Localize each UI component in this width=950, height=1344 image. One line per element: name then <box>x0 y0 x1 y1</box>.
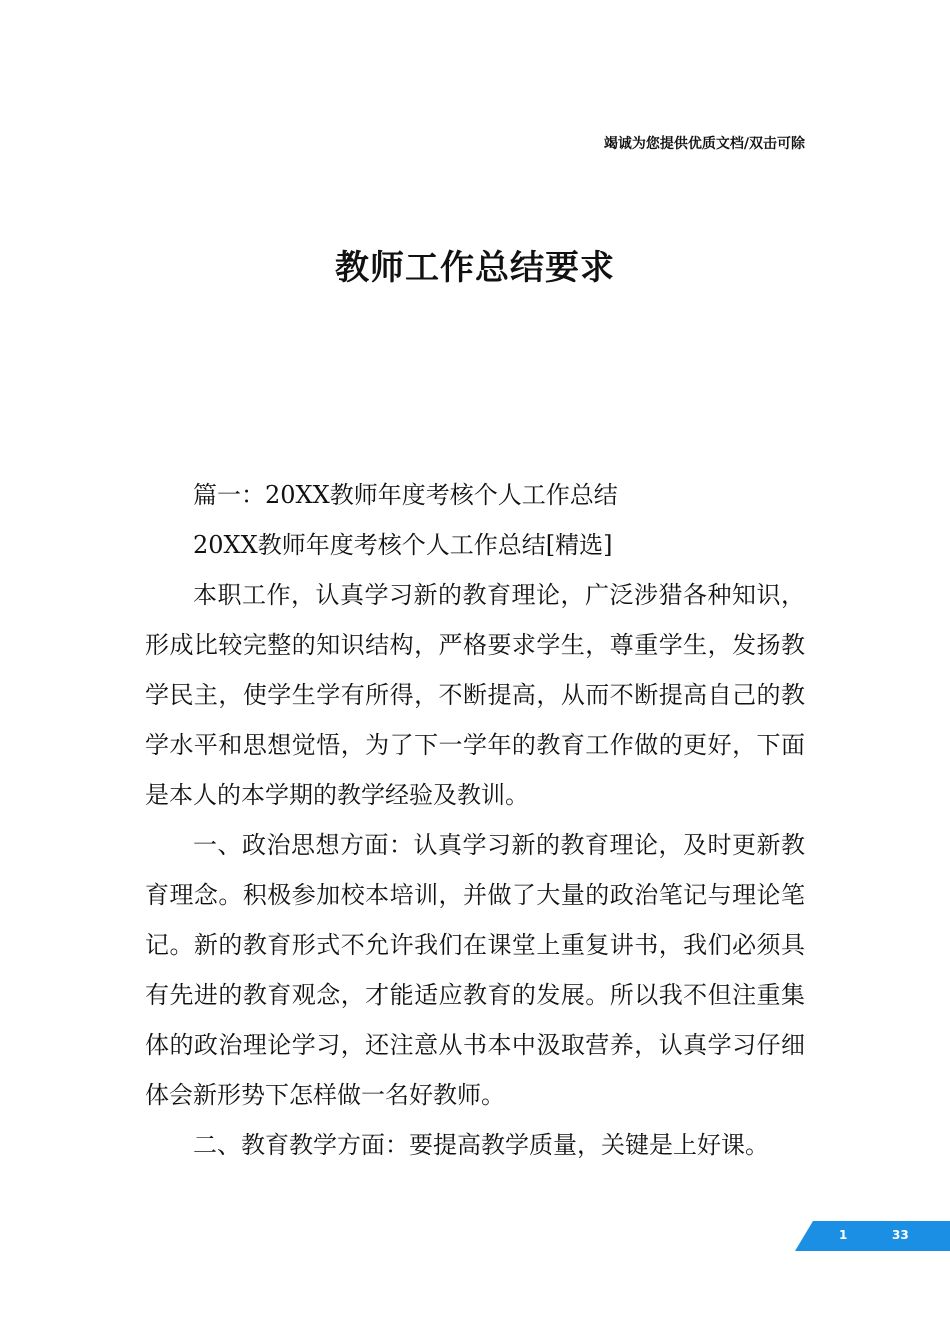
document-body <box>145 470 805 1170</box>
header-note: 竭诚为您提供优质文档/双击可除 <box>603 136 805 152</box>
paragraph: 二、教育教学方面：要提高教学质量，关键是上好课。 <box>193 1131 769 1159</box>
page-indicator <box>795 1221 950 1251</box>
paragraph: 20XX教师年度考核个人工作总结[精选] <box>193 531 613 559</box>
page-badge-shape <box>795 1221 950 1251</box>
paragraph: 一、政治思想方面：认真学习新的教育理论，及时更新教育理念。积极参加校本培训，并做了大量的政治笔记与理论笔记。新的教育形式不允许我们在课堂上重复讲书，我们必须具有先进的教育观念，才能适应教育的发展。所以我不但注重集体的政治理论学习，还注意从书本中汲取营养，认真学习仔细体会新形势下怎样做一名好教师。 <box>145 831 805 1109</box>
page-number: 1 <box>839 1228 848 1242</box>
paragraph: 篇一：20XX教师年度考核个人工作总结 <box>193 481 618 509</box>
page-total: 33 <box>892 1228 909 1242</box>
document-title: 教师工作总结要求 <box>335 248 615 288</box>
paragraph: 本职工作，认真学习新的教育理论，广泛涉猎各种知识，形成比较完整的知识结构，严格要求学生，尊重学生，发扬教学民主，使学生学有所得，不断提高，从而不断提高自己的教学水平和思想觉悟，为了下一学年的教育工作做的更好，下面是本人的本学期的教学经验及教训。 <box>145 581 805 809</box>
